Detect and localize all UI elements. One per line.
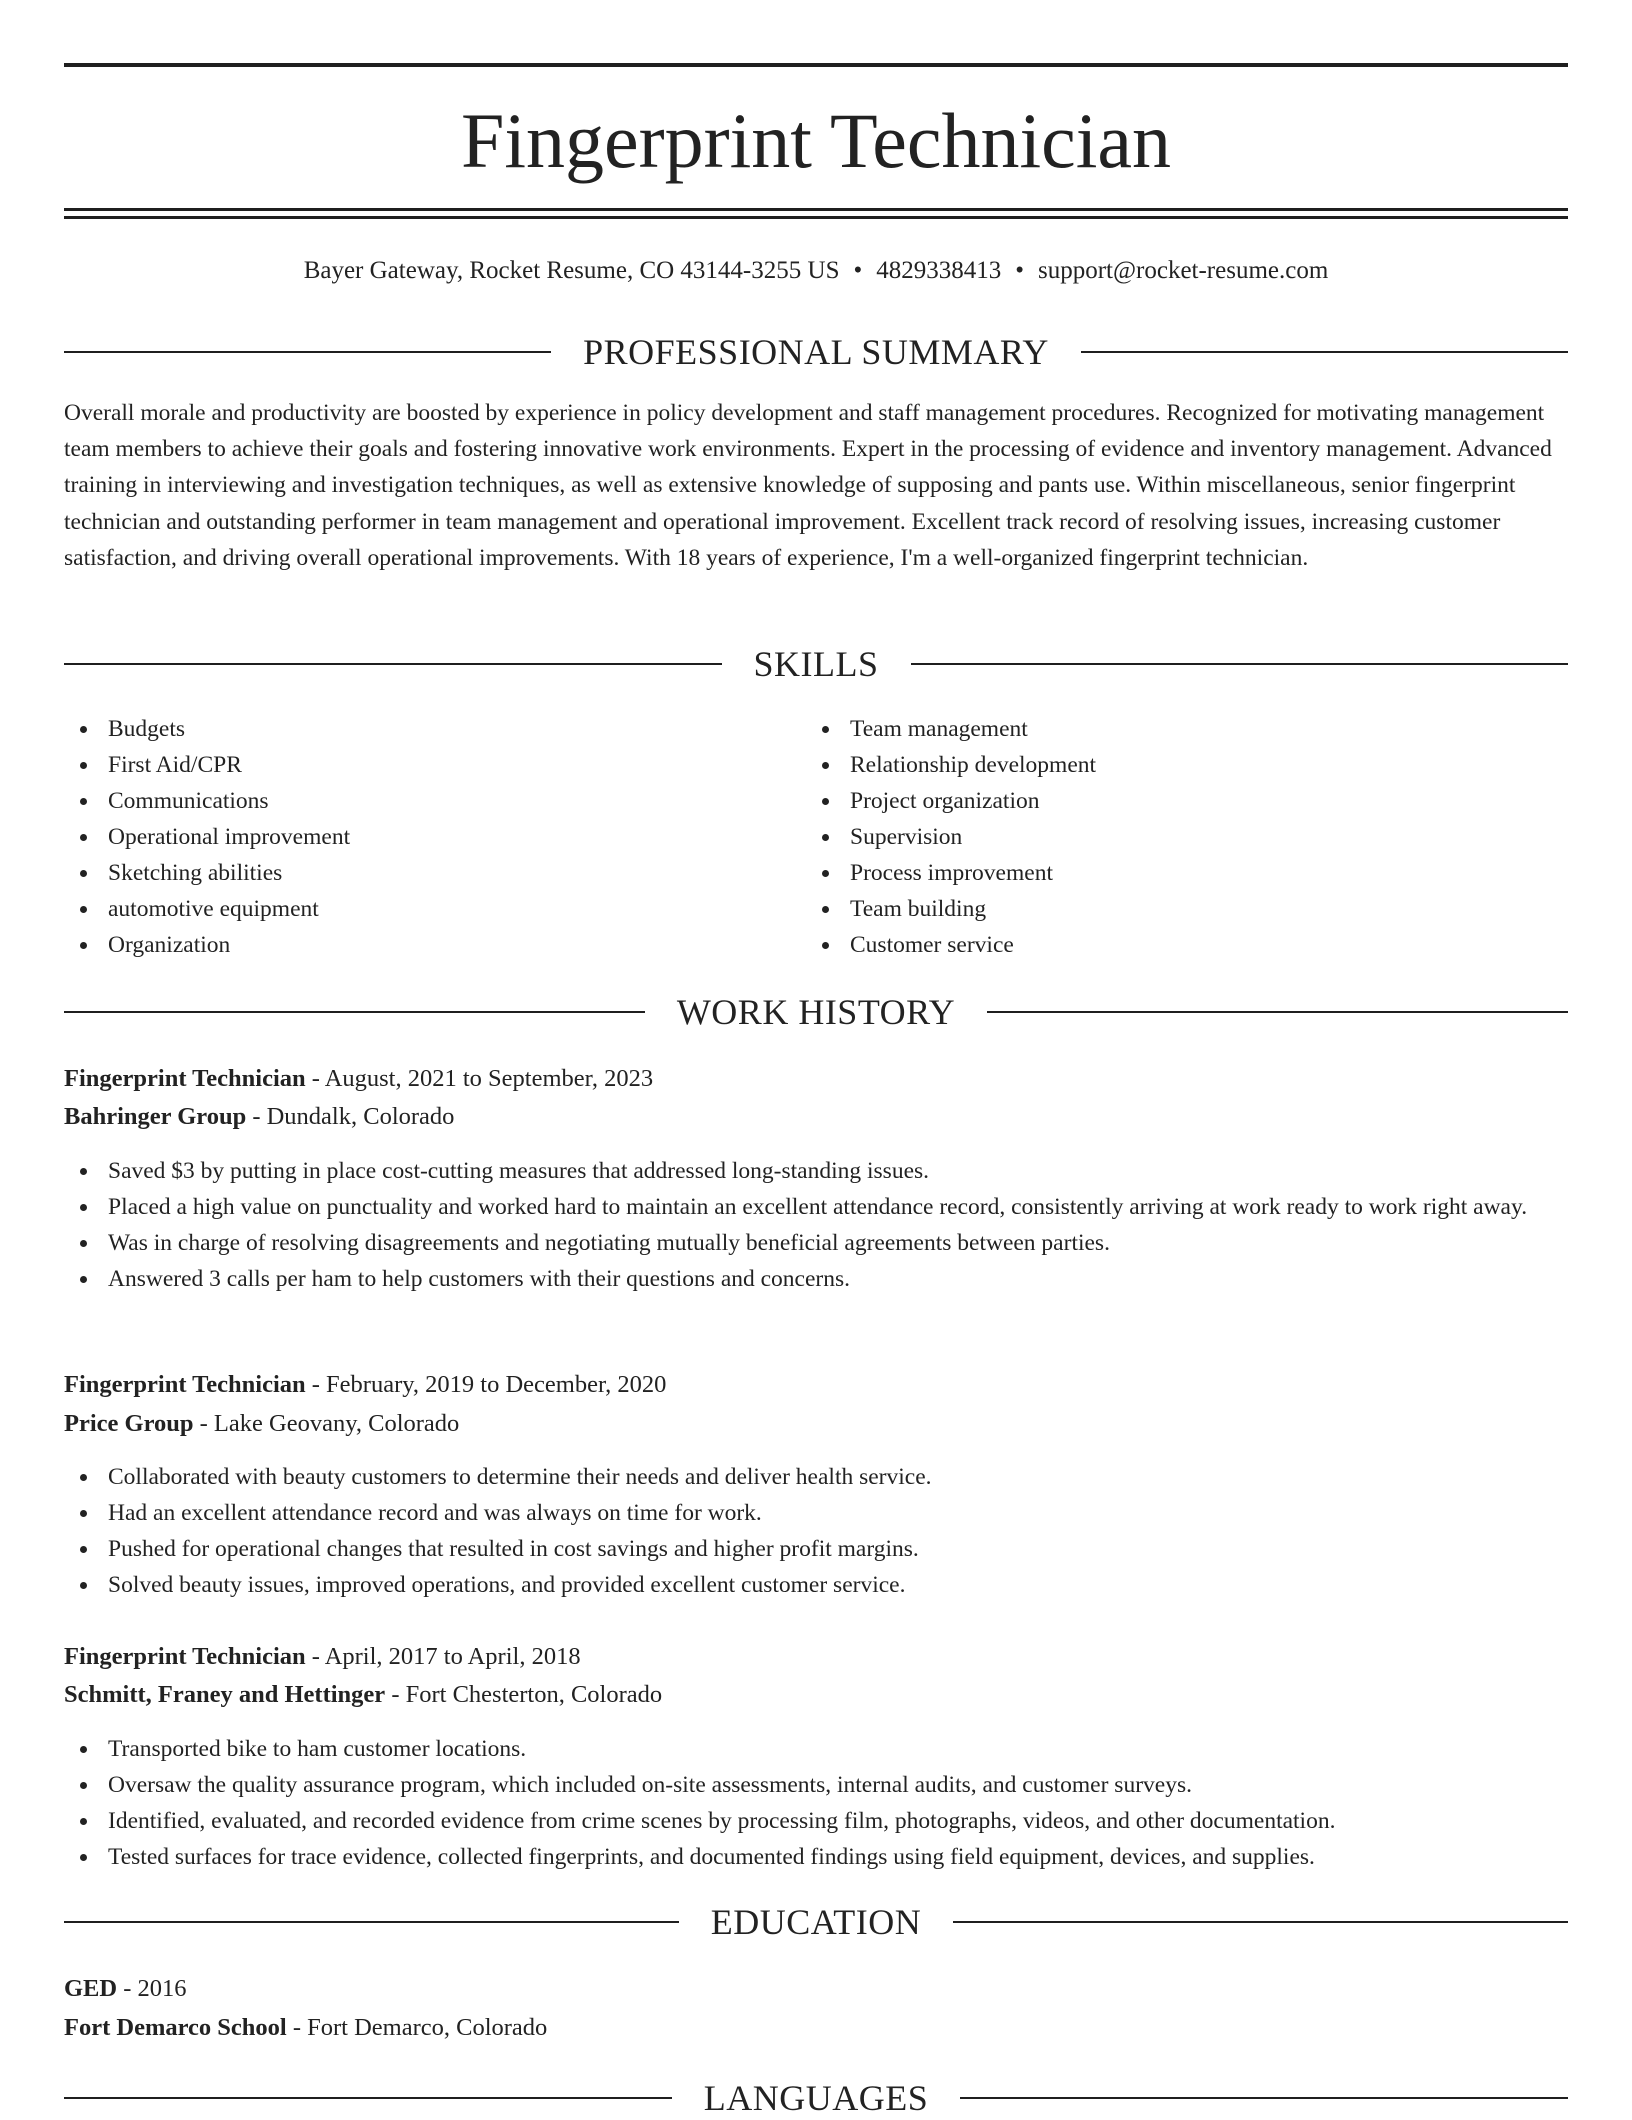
education-degree-line <box>64 1970 1568 2008</box>
job-company: Schmitt, Franey and Hettinger <box>64 1681 386 1708</box>
skills-section-title: SKILLS <box>753 644 879 684</box>
job-location: - Dundalk, Colorado <box>246 1103 455 1130</box>
section-rule-right <box>1081 351 1568 353</box>
job-bullet-item: Saved $3 by putting in place cost-cutting measures that addressed long-standing issues. <box>64 1153 1568 1189</box>
job-bullet-list <box>64 1153 1568 1297</box>
education-school: Fort Demarco School <box>64 2014 287 2041</box>
education-section-title: EDUCATION <box>710 1902 922 1942</box>
job-location: - Lake Geovany, Colorado <box>193 1410 460 1437</box>
job-bullet-item: Identified, evaluated, and recorded evidence from crime scenes by processing film, photographs, videos, and other documentation. <box>64 1803 1568 1839</box>
skills-section-header <box>64 642 1568 686</box>
job-dates: - April, 2017 to April, 2018 <box>305 1643 581 1670</box>
skill-item: Sketching abilities <box>64 855 764 891</box>
education-year: - 2016 <box>117 1975 187 2002</box>
skill-item: Team building <box>806 891 1506 927</box>
skill-item: Process improvement <box>806 855 1506 891</box>
job-dates: - August, 2021 to September, 2023 <box>305 1065 654 1092</box>
skill-item: Supervision <box>806 819 1506 855</box>
job-bullet-item: Answered 3 calls per ham to help customers with their questions and concerns. <box>64 1261 1568 1297</box>
contact-separator: • <box>1015 257 1024 284</box>
job-bullets <box>64 1459 1568 1603</box>
section-rule-left <box>64 351 551 353</box>
job-company-line <box>64 1405 1568 1443</box>
contact-address: Bayer Gateway, Rocket Resume, CO 43144-3255 US <box>303 257 840 284</box>
skill-item: Relationship development <box>806 747 1506 783</box>
section-rule-left <box>64 1921 679 1923</box>
skills-right-list <box>806 711 1506 963</box>
job-role: Fingerprint Technician <box>64 1371 306 1398</box>
skill-item: Project organization <box>806 783 1506 819</box>
job-dates: - February, 2019 to December, 2020 <box>305 1371 667 1398</box>
job-title-line <box>64 1638 1568 1676</box>
skill-item: First Aid/CPR <box>64 747 764 783</box>
skills-right-column <box>806 711 1506 963</box>
resume-name-heading: Fingerprint Technician <box>460 97 1172 184</box>
education-location: - Fort Demarco, Colorado <box>286 2014 548 2041</box>
header-double-rule-lower <box>64 216 1568 219</box>
job-bullet-item: Tested surfaces for trace evidence, collected fingerprints, and documented findings using field equipment, devices, and supplies. <box>64 1839 1568 1875</box>
job-bullets <box>64 1731 1568 1875</box>
languages-section-header <box>64 2076 1568 2120</box>
skill-item: Organization <box>64 927 764 963</box>
job-bullet-list <box>64 1459 1568 1603</box>
section-rule-right <box>953 1921 1568 1923</box>
job-bullet-item: Placed a high value on punctuality and worked hard to maintain an excellent attendance record, consistently arriving at work ready to work right away. <box>64 1189 1568 1225</box>
job-company-line <box>64 1098 1568 1136</box>
skills-left-list <box>64 711 764 963</box>
skill-item: Operational improvement <box>64 819 764 855</box>
section-rule-right <box>911 663 1569 665</box>
job-bullets <box>64 1153 1568 1297</box>
header-double-rule-upper <box>64 208 1568 211</box>
job-company: Price Group <box>64 1410 194 1437</box>
job-bullet-item: Was in charge of resolving disagreements and negotiating mutually beneficial agreements between parties. <box>64 1225 1568 1261</box>
job-title-line <box>64 1366 1568 1404</box>
job-role: Fingerprint Technician <box>64 1065 306 1092</box>
skill-item: automotive equipment <box>64 891 764 927</box>
skill-item: Customer service <box>806 927 1506 963</box>
skill-item: Budgets <box>64 711 764 747</box>
work-section-title: WORK HISTORY <box>676 992 956 1032</box>
skill-item: Communications <box>64 783 764 819</box>
languages-section-title: LANGUAGES <box>703 2078 929 2118</box>
summary-section-title: PROFESSIONAL SUMMARY <box>583 332 1049 372</box>
section-rule-left <box>64 2097 672 2099</box>
section-rule-left <box>64 1011 645 1013</box>
job-bullet-item: Oversaw the quality assurance program, which included on-site assessments, internal audits, and customer surveys. <box>64 1767 1568 1803</box>
summary-paragraph: Overall morale and productivity are boosted by experience in policy development and staff management procedures. Recognized for motivating management team members to achieve their goals and fostering innovative work environments. Expert in the processing of evidence and inventory management. Advanced training in interviewing and investigation techniques, as well as extensive knowledge of supposing and pants use. Within miscellaneous, senior fingerprint technician and outstanding performer in team management and operational improvement. Excellent track record of resolving issues, increasing customer satisfaction, and driving overall operational improvements. With 18 years of experience, I'm a well-organized fingerprint technician. <box>64 400 1552 571</box>
job-company-line <box>64 1676 1568 1714</box>
education-school-line <box>64 2009 1568 2047</box>
contact-email: support@rocket-resume.com <box>1038 257 1329 284</box>
education-degree: GED <box>64 1975 118 2002</box>
section-rule-right <box>960 2097 1568 2099</box>
skills-left-column <box>64 711 764 963</box>
contact-line <box>64 254 1568 288</box>
job-company: Bahringer Group <box>64 1103 247 1130</box>
job-role: Fingerprint Technician <box>64 1643 306 1670</box>
job-bullet-list <box>64 1731 1568 1875</box>
contact-phone: 4829338413 <box>876 257 1002 284</box>
job-location: - Fort Chesterton, Colorado <box>385 1681 663 1708</box>
section-rule-right <box>987 1011 1568 1013</box>
work-section-header <box>64 990 1568 1034</box>
job-bullet-item: Collaborated with beauty customers to determine their needs and deliver health service. <box>64 1459 1568 1495</box>
skill-item: Team management <box>806 711 1506 747</box>
contact-separator: • <box>853 257 863 284</box>
top-rule <box>64 63 1568 67</box>
job-bullet-item: Pushed for operational changes that resulted in cost savings and higher profit margins. <box>64 1531 1568 1567</box>
education-section-header <box>64 1900 1568 1944</box>
job-bullet-item: Transported bike to ham customer locations. <box>64 1731 1568 1767</box>
job-bullet-item: Solved beauty issues, improved operations, and provided excellent customer service. <box>64 1567 1568 1603</box>
section-rule-left <box>64 663 722 665</box>
job-bullet-item: Had an excellent attendance record and was always on time for work. <box>64 1495 1568 1531</box>
job-title-line <box>64 1060 1568 1098</box>
summary-section-header <box>64 330 1568 374</box>
